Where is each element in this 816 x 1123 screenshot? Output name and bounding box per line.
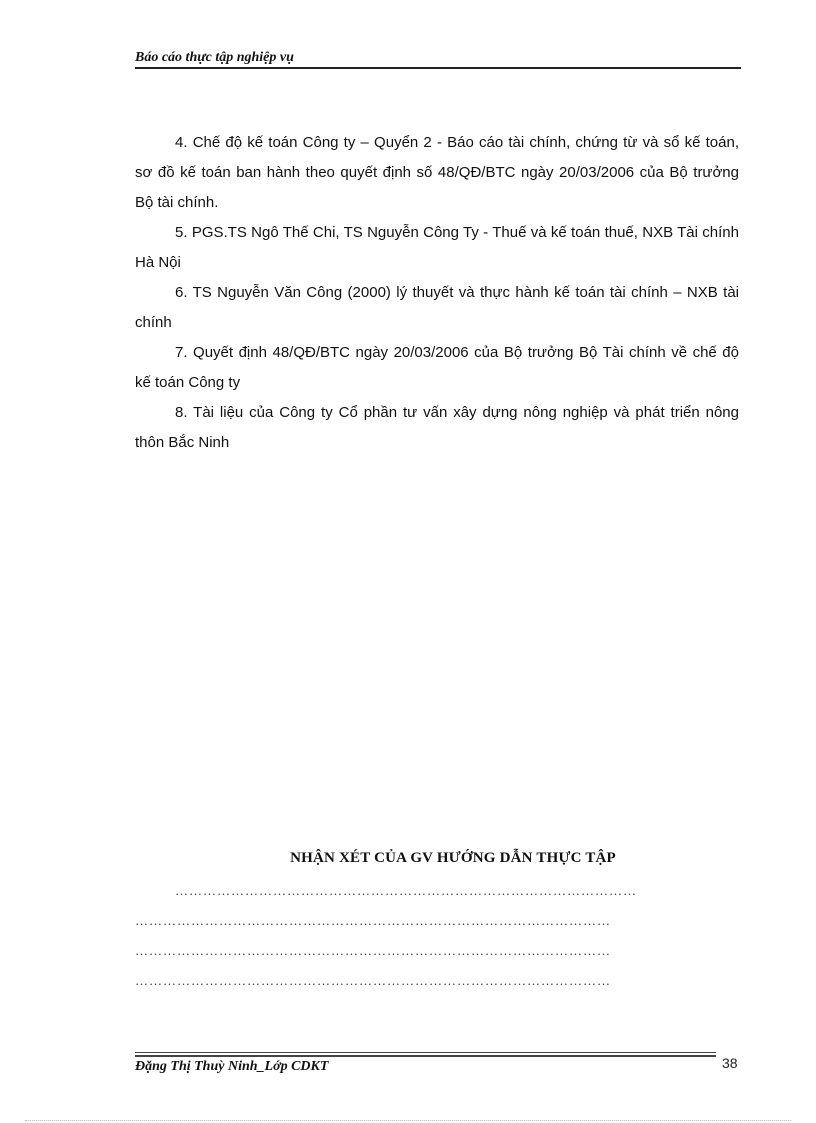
review-dot-line-2: ………………………………………………………………………………………… [135,913,611,928]
reference-list [135,128,739,458]
review-dot-line-1: ……………………………………………………………………………………… [175,883,637,898]
footer-author: Đặng Thị Thuỳ Ninh_Lớp CDKT [135,1059,329,1074]
review-title: NHẬN XÉT CỦA GV HƯỚNG DẪN THỰC TẬP [290,850,616,866]
reference-item-8: 8. Tài liệu của Công ty Cổ phần tư vấn xây dựng nông nghiệp và phát triển nông thôn Bắc Ninh [135,404,739,451]
footer-rule-thin [135,1052,716,1053]
page-number: 38 [722,1055,738,1071]
reference-item-7: 7. Quyết định 48/QĐ/BTC ngày 20/03/2006 của Bộ trưởng Bộ Tài chính về chế độ kế toán Công ty [135,344,739,391]
reference-item-5: 5. PGS.TS Ngô Thế Chi, TS Nguyễn Công Ty - Thuế và kế toán thuế, NXB Tài chính Hà Nội [135,224,739,271]
footer-rule-thick [135,1055,716,1057]
header-rule [135,67,741,69]
page-edge-divider [25,1120,791,1121]
reference-item-4: 4. Chế độ kế toán Công ty – Quyển 2 - Báo cáo tài chính, chứng từ và sổ kế toán, sơ đồ kế toán ban hành theo quyết định số 48/QĐ/BTC ngày 20/03/2006 của Bộ trưởng Bộ tài chính. [135,134,739,211]
header-title: Báo cáo thực tập nghiệp vụ [135,50,294,65]
reference-item-6: 6. TS Nguyễn Văn Công (2000) lý thuyết và thực hành kế toán tài chính – NXB tài chính [135,284,739,331]
review-dot-line-3: ………………………………………………………………………………………… [135,943,611,958]
review-dot-line-4: ………………………………………………………………………………………… [135,973,611,988]
